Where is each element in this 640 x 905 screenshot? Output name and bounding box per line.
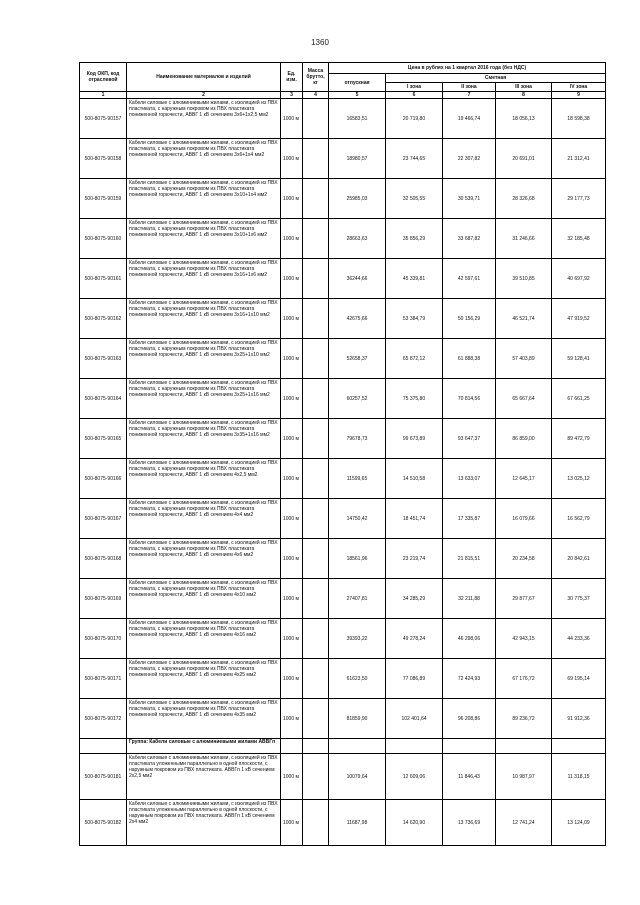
page-number: 1360: [311, 38, 329, 47]
zone-1-price: 20 719,80: [386, 99, 443, 139]
table-body: [80, 99, 606, 846]
table-row: [80, 139, 606, 179]
release-price: 42675,66: [329, 299, 386, 339]
group-empty-cell: [303, 739, 329, 754]
mass-cell: [303, 579, 329, 619]
mass-cell: [303, 219, 329, 259]
zone-1-price: 32 505,55: [386, 179, 443, 219]
zone-1-price: 35 856,29: [386, 219, 443, 259]
table-row: [80, 299, 606, 339]
group-empty-cell: [386, 739, 443, 754]
release-price: 79678,73: [329, 419, 386, 459]
zone-3-price: 10 987,97: [496, 754, 552, 800]
unit-cell: 1000 м: [281, 299, 303, 339]
header-zone-4: IV зона: [552, 83, 606, 92]
zone-1-price: 102 401,64: [386, 699, 443, 739]
zone-2-price: 19 466,74: [443, 99, 496, 139]
zone-4-price: 67 661,25: [552, 379, 606, 419]
mass-cell: [303, 619, 329, 659]
product-name: Кабели силовые с алюминиевыми жилами, с изоляцией из ПВХ пластиката, с наружным покровом из ПВХ пластиката пониженной горючести, АВВГ 1 кВ сечением 4х6 мм2: [127, 539, 281, 579]
zone-3-price: 16 079,66: [496, 499, 552, 539]
product-name: Кабели силовые с алюминиевыми жилами, с изоляцией из ПВХ пластиката, с наружным покровом из ПВХ пластиката пониженной горючести, АВВГ 1 кВ сечением 3х10+1х6 мм2: [127, 219, 281, 259]
product-name: Кабели силовые с алюминиевыми жилами, с изоляцией из ПВХ пластиката, с наружным покровом из ПВХ пластиката пониженной горючести, АВВГ 1 кВ сечением 4х35 мм2: [127, 699, 281, 739]
zone-3-price: 46 521,74: [496, 299, 552, 339]
zone-2-price: 22 307,82: [443, 139, 496, 179]
release-price: 18561,96: [329, 539, 386, 579]
column-number: 6: [386, 92, 443, 99]
product-name: Кабели силовые с алюминиевыми жилами, с изоляцией из ПВХ пластиката, с наружным покровом из ПВХ пластиката пониженной горючести, АВВГ 1 кВ сечением 3х16+1х10 мм2: [127, 299, 281, 339]
group-code-cell: [80, 739, 127, 754]
zone-2-price: 46 298,06: [443, 619, 496, 659]
mass-cell: [303, 459, 329, 499]
zone-1-price: 65 872,12: [386, 339, 443, 379]
zone-4-price: 47 919,52: [552, 299, 606, 339]
mass-cell: [303, 139, 329, 179]
column-number: 9: [552, 92, 606, 99]
header-zone-1: I зона: [386, 83, 443, 92]
unit-cell: 1000 м: [281, 619, 303, 659]
zone-4-price: 59 128,41: [552, 339, 606, 379]
table-row: [80, 339, 606, 379]
zone-1-price: 77 086,89: [386, 659, 443, 699]
header-release: отпускная: [329, 74, 386, 92]
zone-2-price: 93 647,37: [443, 419, 496, 459]
zone-2-price: 50 156,29: [443, 299, 496, 339]
zone-3-price: 20 234,58: [496, 539, 552, 579]
zone-4-price: 13 124,09: [552, 800, 606, 846]
table-row: [80, 539, 606, 579]
table-row: [80, 800, 606, 846]
unit-cell: 1000 м: [281, 179, 303, 219]
mass-cell: [303, 699, 329, 739]
zone-4-price: 11 318,15: [552, 754, 606, 800]
product-name: Кабели силовые с алюминиевыми жилами, с изоляцией из ПВХ пластиката, с наружным покровом из ПВХ пластиката пониженной горючести, АВВГ 1 кВ сечением 3х6+1х4 мм2: [127, 139, 281, 179]
zone-3-price: 57 403,89: [496, 339, 552, 379]
column-number: 8: [496, 92, 552, 99]
product-code: 500-8075-90170: [80, 619, 127, 659]
unit-cell: 1000 м: [281, 499, 303, 539]
zone-1-price: 23 219,74: [386, 539, 443, 579]
column-number: 4: [303, 92, 329, 99]
zone-4-price: 40 697,92: [552, 259, 606, 299]
column-number: 1: [80, 92, 127, 99]
zone-1-price: 18 451,74: [386, 499, 443, 539]
unit-cell: 1000 м: [281, 339, 303, 379]
zone-4-price: 44 233,36: [552, 619, 606, 659]
product-code: 500-8075-90162: [80, 299, 127, 339]
zone-2-price: 30 539,71: [443, 179, 496, 219]
unit-cell: 1000 м: [281, 754, 303, 800]
column-number: 3: [281, 92, 303, 99]
zone-1-price: 23 744,65: [386, 139, 443, 179]
header-row: [80, 63, 606, 74]
mass-cell: [303, 379, 329, 419]
table-row: [80, 379, 606, 419]
product-name: Кабели силовые с алюминиевыми жилами, с изоляцией из ПВХ пластиката, с наружным покровом из ПВХ пластиката пониженной горючести, АВВГ 1 кВ сечением 4х16 мм2: [127, 619, 281, 659]
unit-cell: 1000 м: [281, 699, 303, 739]
zone-2-price: 70 814,56: [443, 379, 496, 419]
zone-3-price: 67 176,72: [496, 659, 552, 699]
product-name: Кабели силовые с алюминиевыми жилами, с изоляцией из ПВХ пластиката уложенными параллельно в одной плоскости, с наружным покровом из ПВХ пластиката. АВВГп 1 кВ сечением 2х4 мм2: [127, 800, 281, 846]
zone-2-price: 17 335,87: [443, 499, 496, 539]
mass-cell: [303, 339, 329, 379]
zone-1-price: 53 384,79: [386, 299, 443, 339]
zone-3-price: 29 877,67: [496, 579, 552, 619]
table-row: [80, 579, 606, 619]
zone-3-price: 12 645,17: [496, 459, 552, 499]
unit-cell: 1000 м: [281, 579, 303, 619]
release-price: 52658,37: [329, 339, 386, 379]
product-code: 500-8075-90181: [80, 754, 127, 800]
header-unit: Ед. изм.: [281, 63, 303, 92]
table-row: [80, 499, 606, 539]
zone-3-price: 65 667,64: [496, 379, 552, 419]
table-row: [80, 459, 606, 499]
group-empty-cell: [329, 739, 386, 754]
zone-2-price: 72 424,93: [443, 659, 496, 699]
group-empty-cell: [496, 739, 552, 754]
table-row: [80, 419, 606, 459]
zone-4-price: 69 195,14: [552, 659, 606, 699]
table-row: [80, 619, 606, 659]
product-code: 500-8075-90160: [80, 219, 127, 259]
header-estimate: Сметная: [386, 74, 606, 83]
release-price: 10079,64: [329, 754, 386, 800]
unit-cell: 1000 м: [281, 539, 303, 579]
release-price: 25985,03: [329, 179, 386, 219]
zone-4-price: 29 177,73: [552, 179, 606, 219]
column-number-row: [80, 92, 606, 99]
product-code: 500-8075-90172: [80, 699, 127, 739]
release-price: 27407,81: [329, 579, 386, 619]
column-number: 7: [443, 92, 496, 99]
product-code: 500-8075-90167: [80, 499, 127, 539]
zone-3-price: 18 056,13: [496, 99, 552, 139]
unit-cell: 1000 м: [281, 219, 303, 259]
product-name: Кабели силовые с алюминиевыми жилами, с изоляцией из ПВХ пластиката, с наружным покровом из ПВХ пластиката пониженной горючести, АВВГ 1 кВ сечением 3х25+1х10 мм2: [127, 339, 281, 379]
table-row: [80, 179, 606, 219]
product-code: 500-8075-90163: [80, 339, 127, 379]
unit-cell: 1000 м: [281, 99, 303, 139]
zone-1-price: 49 278,24: [386, 619, 443, 659]
release-price: 60257,52: [329, 379, 386, 419]
zone-3-price: 20 691,01: [496, 139, 552, 179]
product-code: 500-8075-90164: [80, 379, 127, 419]
zone-4-price: 16 562,79: [552, 499, 606, 539]
release-price: 11599,65: [329, 459, 386, 499]
zone-2-price: 61 888,38: [443, 339, 496, 379]
zone-4-price: 18 598,38: [552, 99, 606, 139]
zone-2-price: 11 846,43: [443, 754, 496, 800]
header-price: Цена в рублях на 1 квартал 2016 года (без НДС): [329, 63, 606, 74]
product-code: 500-8075-90169: [80, 579, 127, 619]
product-code: 500-8075-90158: [80, 139, 127, 179]
release-price: 81859,90: [329, 699, 386, 739]
group-title: Группа: Кабели силовые с алюминиевыми жилами АВВГп: [127, 739, 281, 754]
product-name: Кабели силовые с алюминиевыми жилами, с изоляцией из ПВХ пластиката уложенными параллельно в одной плоскости, с наружным покровом из ПВХ пластиката. АВВГп 1 кВ сечением 2х2,5 мм2: [127, 754, 281, 800]
release-price: 39393,22: [329, 619, 386, 659]
unit-cell: 1000 м: [281, 139, 303, 179]
zone-3-price: 89 236,72: [496, 699, 552, 739]
unit-cell: 1000 м: [281, 800, 303, 846]
header-zone-2: II зона: [443, 83, 496, 92]
mass-cell: [303, 539, 329, 579]
mass-cell: [303, 659, 329, 699]
zone-1-price: 12 609,06: [386, 754, 443, 800]
zone-2-price: 13 736,69: [443, 800, 496, 846]
release-price: 61623,50: [329, 659, 386, 699]
mass-cell: [303, 800, 329, 846]
zone-1-price: 34 285,29: [386, 579, 443, 619]
release-price: 28663,63: [329, 219, 386, 259]
group-empty-cell: [552, 739, 606, 754]
price-table: [79, 62, 606, 846]
header-code: Код ОКП, код отраслевой: [80, 63, 127, 92]
zone-3-price: 42 943,15: [496, 619, 552, 659]
zone-1-price: 14 510,58: [386, 459, 443, 499]
release-price: 14750,42: [329, 499, 386, 539]
product-name: Кабели силовые с алюминиевыми жилами, с изоляцией из ПВХ пластиката, с наружным покровом из ПВХ пластиката пониженной горючести, АВВГ 1 кВ сечением 4х4 мм2: [127, 499, 281, 539]
zone-1-price: 14 620,90: [386, 800, 443, 846]
product-name: Кабели силовые с алюминиевыми жилами, с изоляцией из ПВХ пластиката, с наружным покровом из ПВХ пластиката пониженной горючести, АВВГ 1 кВ сечением 4х10 мм2: [127, 579, 281, 619]
product-name: Кабели силовые с алюминиевыми жилами, с изоляцией из ПВХ пластиката, с наружным покровом из ПВХ пластиката пониженной горючести, АВВГ 1 кВ сечением 4х2,5 мм2: [127, 459, 281, 499]
release-price: 36244,66: [329, 259, 386, 299]
column-number: 5: [329, 92, 386, 99]
mass-cell: [303, 99, 329, 139]
product-name: Кабели силовые с алюминиевыми жилами, с изоляцией из ПВХ пластиката, с наружным покровом из ПВХ пластиката пониженной горючести, АВВГ 1 кВ сечением 3х10+1х4 мм2: [127, 179, 281, 219]
mass-cell: [303, 179, 329, 219]
zone-3-price: 31 246,66: [496, 219, 552, 259]
product-name: Кабели силовые с алюминиевыми жилами, с изоляцией из ПВХ пластиката, с наружным покровом из ПВХ пластиката пониженной горючести, АВВГ 1 кВ сечением 3х6+1х2,5 мм2: [127, 99, 281, 139]
zone-2-price: 21 815,51: [443, 539, 496, 579]
mass-cell: [303, 499, 329, 539]
product-code: 500-8075-90157: [80, 99, 127, 139]
zone-1-price: 45 339,81: [386, 259, 443, 299]
zone-4-price: 30 775,37: [552, 579, 606, 619]
header-zone-3: III зона: [496, 83, 552, 92]
zone-4-price: 32 185,48: [552, 219, 606, 259]
product-code: 500-8075-90161: [80, 259, 127, 299]
unit-cell: 1000 м: [281, 259, 303, 299]
table-row: [80, 259, 606, 299]
zone-4-price: 91 912,36: [552, 699, 606, 739]
header-mass: Масса брутто, кг: [303, 63, 329, 92]
zone-3-price: 28 326,68: [496, 179, 552, 219]
zone-3-price: 86 859,00: [496, 419, 552, 459]
mass-cell: [303, 259, 329, 299]
zone-2-price: 42 597,61: [443, 259, 496, 299]
product-name: Кабели силовые с алюминиевыми жилами, с изоляцией из ПВХ пластиката, с наружным покровом из ПВХ пластиката пониженной горючести, АВВГ 1 кВ сечением 3х25+1х16 мм2: [127, 379, 281, 419]
product-code: 500-8075-90166: [80, 459, 127, 499]
table-row: [80, 99, 606, 139]
zone-4-price: 20 842,61: [552, 539, 606, 579]
zone-4-price: 21 312,41: [552, 139, 606, 179]
unit-cell: 1000 м: [281, 459, 303, 499]
zone-2-price: 32 211,88: [443, 579, 496, 619]
zone-3-price: 39 510,85: [496, 259, 552, 299]
mass-cell: [303, 754, 329, 800]
product-name: Кабели силовые с алюминиевыми жилами, с изоляцией из ПВХ пластиката, с наружным покровом из ПВХ пластиката пониженной горючести, АВВГ 1 кВ сечением 3х16+1х6 мм2: [127, 259, 281, 299]
product-code: 500-8075-90182: [80, 800, 127, 846]
zone-2-price: 13 633,07: [443, 459, 496, 499]
group-empty-cell: [443, 739, 496, 754]
release-price: 11687,98: [329, 800, 386, 846]
unit-cell: 1000 м: [281, 379, 303, 419]
zone-3-price: 12 741,24: [496, 800, 552, 846]
table-row: [80, 699, 606, 739]
product-code: 500-8075-90171: [80, 659, 127, 699]
mass-cell: [303, 419, 329, 459]
unit-cell: 1000 м: [281, 659, 303, 699]
zone-2-price: 96 208,86: [443, 699, 496, 739]
group-row: [80, 739, 606, 754]
unit-cell: 1000 м: [281, 419, 303, 459]
group-empty-cell: [281, 739, 303, 754]
mass-cell: [303, 299, 329, 339]
zone-2-price: 33 687,82: [443, 219, 496, 259]
product-name: Кабели силовые с алюминиевыми жилами, с изоляцией из ПВХ пластиката, с наружным покровом из ПВХ пластиката пониженной горючести, АВВГ 1 кВ сечением 3х35+1х16 мм2: [127, 419, 281, 459]
zone-4-price: 89 472,79: [552, 419, 606, 459]
product-code: 500-8075-90159: [80, 179, 127, 219]
table-row: [80, 754, 606, 800]
zone-1-price: 75 375,80: [386, 379, 443, 419]
product-name: Кабели силовые с алюминиевыми жилами, с изоляцией из ПВХ пластиката, с наружным покровом из ПВХ пластиката пониженной горючести, АВВГ 1 кВ сечением 4х25 мм2: [127, 659, 281, 699]
zone-1-price: 99 673,89: [386, 419, 443, 459]
header-name: Наименование материалов и изделий: [127, 63, 281, 92]
table-row: [80, 659, 606, 699]
release-price: 18980,57: [329, 139, 386, 179]
zone-4-price: 13 025,12: [552, 459, 606, 499]
product-code: 500-8075-90165: [80, 419, 127, 459]
column-number: 2: [127, 92, 281, 99]
release-price: 16583,51: [329, 99, 386, 139]
product-code: 500-8075-90168: [80, 539, 127, 579]
table-row: [80, 219, 606, 259]
